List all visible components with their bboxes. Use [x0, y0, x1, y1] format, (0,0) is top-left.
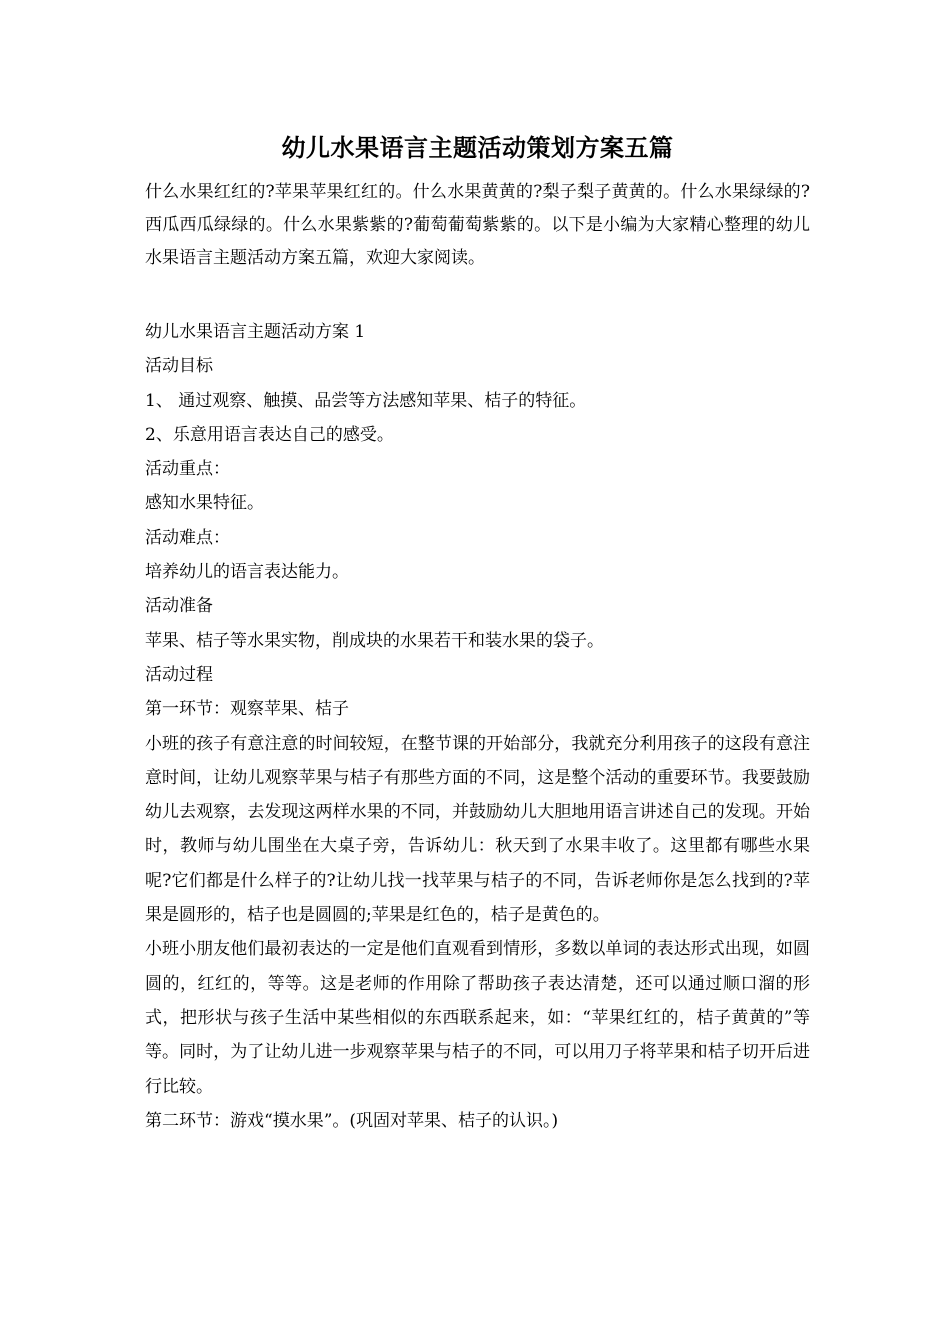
focus-label: 活动重点：	[145, 459, 230, 480]
document-page	[145, 128, 810, 1138]
step1-paragraph-2: 小班小朋友他们最初表达的一定是他们直观看到情形，多数以单词的表达形式出现，如圆圆的，红红的，等等。这是老师的作用除了帮助孩子表达清楚，还可以通过顺口溜的形式，把形状与孩子生活中某些相似的东西联系起来，如：“苹果红红的，桔子黄黄的”等等。同时，为了让幼儿进一步观察苹果与桔子的不同，可以用刀子将苹果和桔子切开后进行比较。	[145, 939, 810, 1097]
goal-item-1: 1、 通过观察、触摸、品尝等方法感知苹果、桔子的特征。	[145, 390, 587, 411]
step1-title: 第一环节：观察苹果、桔子	[145, 699, 349, 720]
focus-text: 感知水果特征。	[145, 493, 264, 514]
preparation-label: 活动准备	[145, 596, 213, 617]
difficulty-label: 活动难点：	[145, 527, 230, 548]
difficulty-text: 培养幼儿的语言表达能力。	[145, 562, 349, 583]
document-title: 幼儿水果语言主题活动策划方案五篇	[281, 133, 674, 162]
preparation-text: 苹果、桔子等水果实物，削成块的水果若干和装水果的袋子。	[145, 630, 604, 651]
intro-paragraph: 什么水果红红的?苹果苹果红红的。什么水果黄黄的?梨子梨子黄黄的。什么水果绿绿的?西瓜西瓜绿绿的。什么水果紫紫的?葡萄葡萄紫紫的。以下是小编为大家精心整理的幼儿水果语言主题活动方案五篇，欢迎大家阅读。	[145, 182, 810, 268]
goal-label: 活动目标	[145, 356, 213, 377]
section-heading: 幼儿水果语言主题活动方案 1	[145, 322, 366, 342]
step1-paragraph-1: 小班的孩子有意注意的时间较短，在整节课的开始部分，我就充分利用孩子的这段有意注意时间，让幼儿观察苹果与桔子有那些方面的不同，这是整个活动的重要环节。我要鼓励幼儿去观察，去发现这两样水果的不同，并鼓励幼儿大胆地用语言讲述自己的发现。开始时，教师与幼儿围坐在大桌子旁，告诉幼儿：秋天到了水果丰收了。这里都有哪些水果呢?它们都是什么样子的?让幼儿找一找苹果与桔子的不同，告诉老师你是怎么找到的?苹果是圆形的，桔子也是圆圆的;苹果是红色的，桔子是黄色的。	[145, 733, 810, 926]
step2-title: 第二环节：游戏“摸水果”。(巩固对苹果、桔子的认识。)	[145, 1110, 559, 1131]
section-spacer	[145, 275, 810, 315]
process-label: 活动过程	[145, 664, 213, 685]
goal-item-2: 2、乐意用语言表达自己的感受。	[145, 424, 394, 445]
